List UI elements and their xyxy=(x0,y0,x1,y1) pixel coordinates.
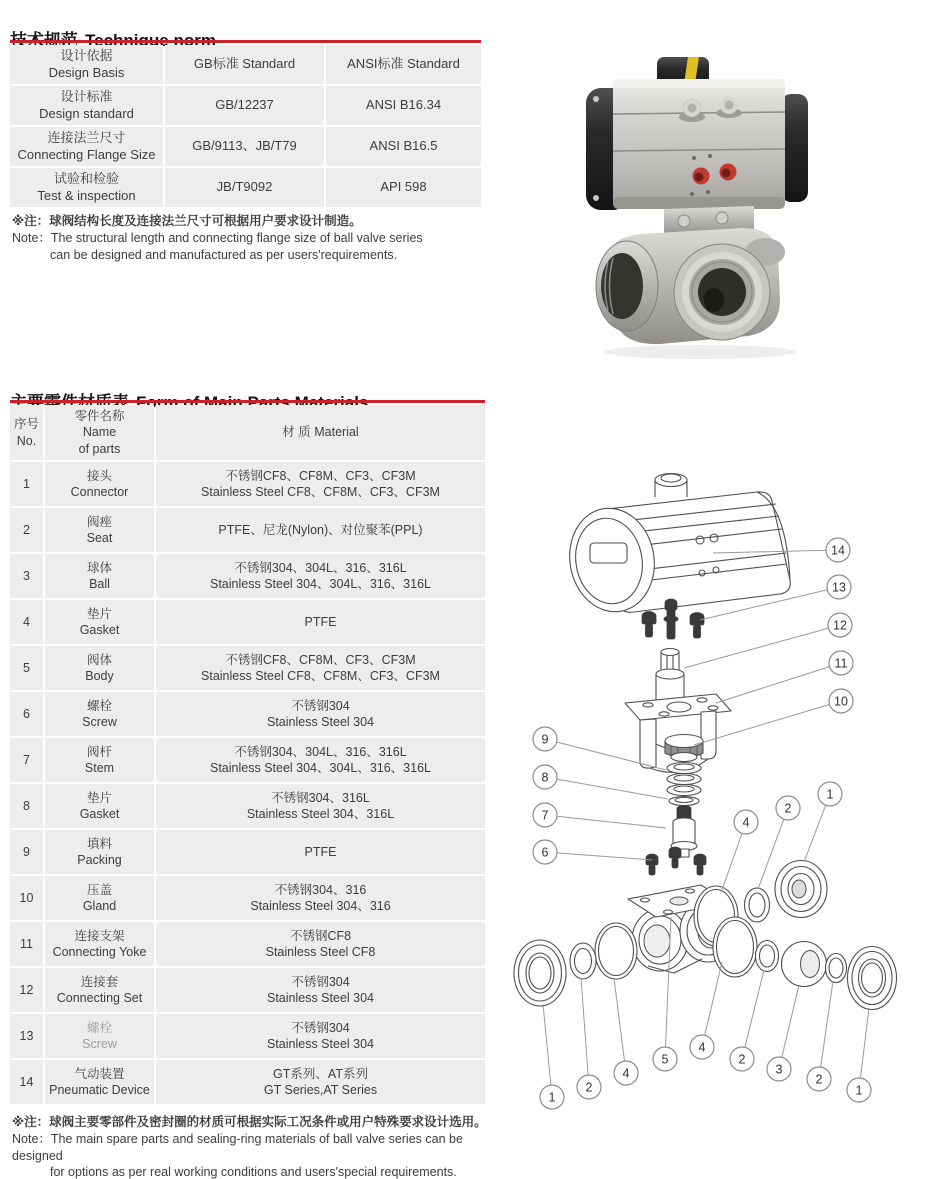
part-name-zh: 垫片 xyxy=(86,790,112,805)
part-material-zh: 不锈钢304 xyxy=(291,698,350,713)
spec-ansi-cell: ANSI B16.34 xyxy=(326,86,481,125)
spec-label-en: Test & inspection xyxy=(37,187,136,203)
callout-leader-line xyxy=(614,978,626,1073)
part-name-zh: 接头 xyxy=(86,468,112,483)
valve-photo xyxy=(596,206,785,344)
callout-leader-line xyxy=(581,978,589,1087)
spec-gb-cell: JB/T9092 xyxy=(165,168,324,207)
spec-label-zh: 设计标准 xyxy=(60,89,113,105)
part-name-en: Stem xyxy=(84,761,115,775)
packing-drawing xyxy=(667,763,701,796)
section2-divider xyxy=(10,400,485,403)
part-material xyxy=(156,508,485,552)
part-material-zh: 不锈钢CF8 xyxy=(289,928,352,943)
part-material xyxy=(156,554,485,598)
svg-text:13: 13 xyxy=(832,580,846,595)
svg-text:4: 4 xyxy=(742,815,750,830)
svg-text:4: 4 xyxy=(698,1040,706,1055)
part-name-zh: 阀体 xyxy=(86,652,112,667)
callout-9 xyxy=(533,727,557,751)
callout-leader-line xyxy=(819,981,833,1079)
callout-6 xyxy=(533,840,557,864)
part-material-zh: 不锈钢304、304L、316、316L xyxy=(234,744,407,759)
section1-divider xyxy=(10,40,481,43)
header-name-en1: Name xyxy=(82,425,117,440)
callout-1 xyxy=(540,1085,564,1109)
part-name-zh: 连接支架 xyxy=(74,928,125,943)
part-material xyxy=(156,1060,485,1104)
part-material-en: Stainless Steel 304 xyxy=(266,715,374,729)
note-line-zh: ※注：球阀结构长度及连接法兰尺寸可根据用户要求设计制造。 xyxy=(12,214,362,228)
part-name xyxy=(45,692,154,736)
technique-norm-table xyxy=(10,45,481,207)
part-material xyxy=(156,784,485,828)
spec-gb-cell: GB标准 Standard xyxy=(165,45,324,84)
part-no: 12 xyxy=(10,968,43,1012)
callout-14 xyxy=(826,538,850,562)
spec-label-cell xyxy=(10,127,163,166)
part-name-zh: 螺栓 xyxy=(86,1020,112,1035)
callout-3 xyxy=(767,1057,791,1081)
part-name-zh: 阀痤 xyxy=(86,514,112,529)
part-no: 8 xyxy=(10,784,43,828)
part-material xyxy=(156,1014,485,1058)
part-name-en: Connector xyxy=(70,485,129,499)
part-name xyxy=(45,1060,154,1104)
part-name-en: Pneumatic Device xyxy=(49,1083,150,1097)
part-name-en: Gasket xyxy=(79,623,120,637)
callout-10 xyxy=(829,689,853,713)
header-material: 材 质 Material xyxy=(156,405,485,460)
part-name-en: Body xyxy=(85,669,114,683)
part-material-en: Stainless Steel 304、304L、316、316L xyxy=(210,577,431,591)
callout-leader-line xyxy=(716,663,841,703)
callout-13 xyxy=(827,575,851,599)
part-no: 10 xyxy=(10,876,43,920)
callout-7 xyxy=(533,803,557,827)
part-no: 5 xyxy=(10,646,43,690)
part-material-en: Stainless Steel 304 xyxy=(266,1037,374,1051)
part-no: 3 xyxy=(10,554,43,598)
callout-leader-line xyxy=(684,625,840,668)
spec-label-en: Connecting Flange Size xyxy=(17,146,156,162)
part-name xyxy=(45,738,154,782)
spec-ansi-cell: ANSI标准 Standard xyxy=(326,45,481,84)
callout-leader-line xyxy=(545,852,652,860)
part-name-en: Screw xyxy=(82,1037,117,1051)
part-material-en: Stainless Steel CF8、CF8M、CF3、CF3M xyxy=(201,485,440,499)
svg-text:1: 1 xyxy=(855,1083,863,1098)
svg-text:14: 14 xyxy=(831,543,845,558)
spec-label-en: Design Basis xyxy=(48,64,125,80)
svg-text:7: 7 xyxy=(541,808,549,823)
product-photo xyxy=(540,40,860,370)
spec-label-cell xyxy=(10,45,163,84)
part-material-zh: 不锈钢304、316L xyxy=(271,790,370,805)
part-material-en: Stainless Steel 304、316L xyxy=(246,807,395,821)
part-name-zh: 阀杆 xyxy=(86,744,112,759)
part-material-zh: 不锈钢304 xyxy=(291,974,350,989)
part-name-zh: 填料 xyxy=(86,836,112,851)
exploded-diagram xyxy=(490,420,933,1179)
svg-text:11: 11 xyxy=(834,656,848,671)
svg-text:9: 9 xyxy=(541,732,549,747)
part-material-zh: 不锈钢304、304L、316、316L xyxy=(234,560,407,575)
part-material xyxy=(156,922,485,966)
part-no: 2 xyxy=(10,508,43,552)
screws-6-drawing xyxy=(646,847,706,875)
part-name xyxy=(45,830,154,874)
part-material xyxy=(156,600,485,644)
part-material-en: GT Series,AT Series xyxy=(263,1083,378,1097)
callout-4 xyxy=(614,1061,638,1085)
part-name xyxy=(45,784,154,828)
svg-text:10: 10 xyxy=(834,694,848,709)
section2-note xyxy=(12,1114,492,1179)
callout-5 xyxy=(653,1047,677,1071)
connecting-set-drawing xyxy=(656,649,684,705)
part-material-en: Stainless Steel 304、304L、316、316L xyxy=(210,761,431,775)
callout-leader-line xyxy=(545,815,666,828)
part-name-en: Connecting Yoke xyxy=(52,945,147,959)
spec-label-en: Design standard xyxy=(39,105,134,121)
header-name-en2: of parts xyxy=(78,441,121,456)
callout-2 xyxy=(730,1047,754,1071)
callout-4 xyxy=(690,1035,714,1059)
note-line-en2: can be designed and manufactured as per users'requirements. xyxy=(50,247,398,262)
part-name-en: Ball xyxy=(89,577,110,591)
part-name-zh: 气动装置 xyxy=(74,1066,125,1081)
part-name-en: Connecting Set xyxy=(56,991,143,1005)
gland-drawing xyxy=(665,735,703,762)
header-no xyxy=(10,405,43,460)
callout-11 xyxy=(829,651,853,675)
callout-leader-line xyxy=(742,970,764,1059)
part-no: 7 xyxy=(10,738,43,782)
part-name xyxy=(45,646,154,690)
actuator-drawing xyxy=(562,474,791,619)
part-material xyxy=(156,462,485,506)
svg-text:2: 2 xyxy=(815,1072,823,1087)
part-material xyxy=(156,738,485,782)
part-name xyxy=(45,600,154,644)
spec-ansi-cell: ANSI B16.5 xyxy=(326,127,481,166)
section1-note xyxy=(12,213,482,263)
spec-label-cell xyxy=(10,86,163,125)
part-material xyxy=(156,692,485,736)
gasket-drawing xyxy=(669,797,699,806)
note-line-en2: for options as per real working conditions and users'special requirements. xyxy=(50,1165,457,1179)
note-line-en1: Note：The main spare parts and sealing-ring materials of ball valve series can be designed xyxy=(12,1131,463,1163)
part-material-zh: 不锈钢CF8、CF8M、CF3、CF3M xyxy=(225,468,416,483)
part-name-zh: 螺栓 xyxy=(86,698,112,713)
part-name xyxy=(45,1014,154,1058)
part-name-en: Screw xyxy=(82,715,117,729)
part-material xyxy=(156,646,485,690)
callout-2 xyxy=(577,1075,601,1099)
part-name xyxy=(45,462,154,506)
callout-2 xyxy=(776,796,800,820)
callout-leader-line xyxy=(543,1004,552,1097)
part-name-en: Gasket xyxy=(79,807,120,821)
part-material-zh: GT系列、AT系列 xyxy=(273,1066,368,1081)
header-name-zh: 零件名称 xyxy=(74,409,125,424)
part-name xyxy=(45,922,154,966)
part-no: 1 xyxy=(10,462,43,506)
part-material-zh: 不锈钢304 xyxy=(291,1020,350,1035)
part-material xyxy=(156,876,485,920)
part-name-en: Gland xyxy=(82,899,117,913)
part-material-en: Stainless Steel 304 xyxy=(266,991,374,1005)
spec-label-zh: 连接法兰尺寸 xyxy=(47,130,126,146)
part-no: 14 xyxy=(10,1060,43,1104)
note-line-zh: ※注：球阀主要零部件及密封圈的材质可根据实际工况条件或用户特殊要求设计选用。 xyxy=(12,1115,487,1129)
spec-ansi-cell: API 598 xyxy=(326,168,481,207)
callout-2 xyxy=(807,1067,831,1091)
part-material-zh: PTFE xyxy=(304,614,337,629)
header-name xyxy=(45,405,154,460)
svg-text:6: 6 xyxy=(541,845,549,860)
note-line-en1: Note：The structural length and connecting flange size of ball valve series xyxy=(12,230,423,245)
svg-text:1: 1 xyxy=(826,787,834,802)
part-material-en: Stainless Steel CF8、CF8M、CF3、CF3M xyxy=(201,669,440,683)
left-parts-drawing xyxy=(514,923,637,1006)
part-name xyxy=(45,508,154,552)
callout-8 xyxy=(533,765,557,789)
part-material-zh: PTFE、尼龙(Nylon)、对位聚苯(PPL) xyxy=(218,522,423,537)
callout-1 xyxy=(847,1078,871,1102)
part-name-zh: 压盖 xyxy=(86,882,112,897)
part-no: 6 xyxy=(10,692,43,736)
svg-text:1: 1 xyxy=(548,1090,556,1105)
part-material-zh: PTFE xyxy=(304,844,337,859)
parts-materials-table xyxy=(10,405,485,1104)
part-no: 4 xyxy=(10,600,43,644)
spec-gb-cell: GB/9113、JB/T79 xyxy=(165,127,324,166)
callout-1 xyxy=(818,782,842,806)
part-material-en: Stainless Steel 304、316 xyxy=(250,899,391,913)
spec-label-zh: 设计依据 xyxy=(60,48,113,64)
part-name-en: Packing xyxy=(77,853,122,867)
part-no: 11 xyxy=(10,922,43,966)
part-name-en: Seat xyxy=(86,531,113,545)
svg-text:4: 4 xyxy=(622,1066,630,1081)
header-no-zh: 序号 xyxy=(13,417,39,432)
svg-text:2: 2 xyxy=(585,1080,593,1095)
part-name-zh: 连接套 xyxy=(80,974,119,989)
part-no: 13 xyxy=(10,1014,43,1058)
svg-text:2: 2 xyxy=(738,1052,746,1067)
spec-gb-cell: GB/12237 xyxy=(165,86,324,125)
part-material-en: Stainless Steel CF8 xyxy=(265,945,376,959)
part-name-zh: 垫片 xyxy=(86,606,112,621)
part-material-zh: 不锈钢304、316 xyxy=(274,882,367,897)
callout-12 xyxy=(828,613,852,637)
callout-leader-line xyxy=(545,777,668,799)
callout-4 xyxy=(734,810,758,834)
spec-label-cell xyxy=(10,168,163,207)
svg-text:3: 3 xyxy=(775,1062,783,1077)
header-no-en: No. xyxy=(16,433,37,448)
callout-leader-line xyxy=(702,962,722,1047)
part-material xyxy=(156,968,485,1012)
part-name-zh: 球体 xyxy=(86,560,112,575)
part-no: 9 xyxy=(10,830,43,874)
svg-text:5: 5 xyxy=(661,1052,669,1067)
part-name xyxy=(45,876,154,920)
svg-text:2: 2 xyxy=(784,801,792,816)
part-material-zh: 不锈钢CF8、CF8M、CF3、CF3M xyxy=(225,652,416,667)
callout-leader-line xyxy=(779,985,799,1069)
svg-text:12: 12 xyxy=(833,618,847,633)
spec-label-zh: 试验和检验 xyxy=(53,171,119,187)
svg-text:8: 8 xyxy=(541,770,549,785)
part-name xyxy=(45,554,154,598)
part-material xyxy=(156,830,485,874)
part-name xyxy=(45,968,154,1012)
